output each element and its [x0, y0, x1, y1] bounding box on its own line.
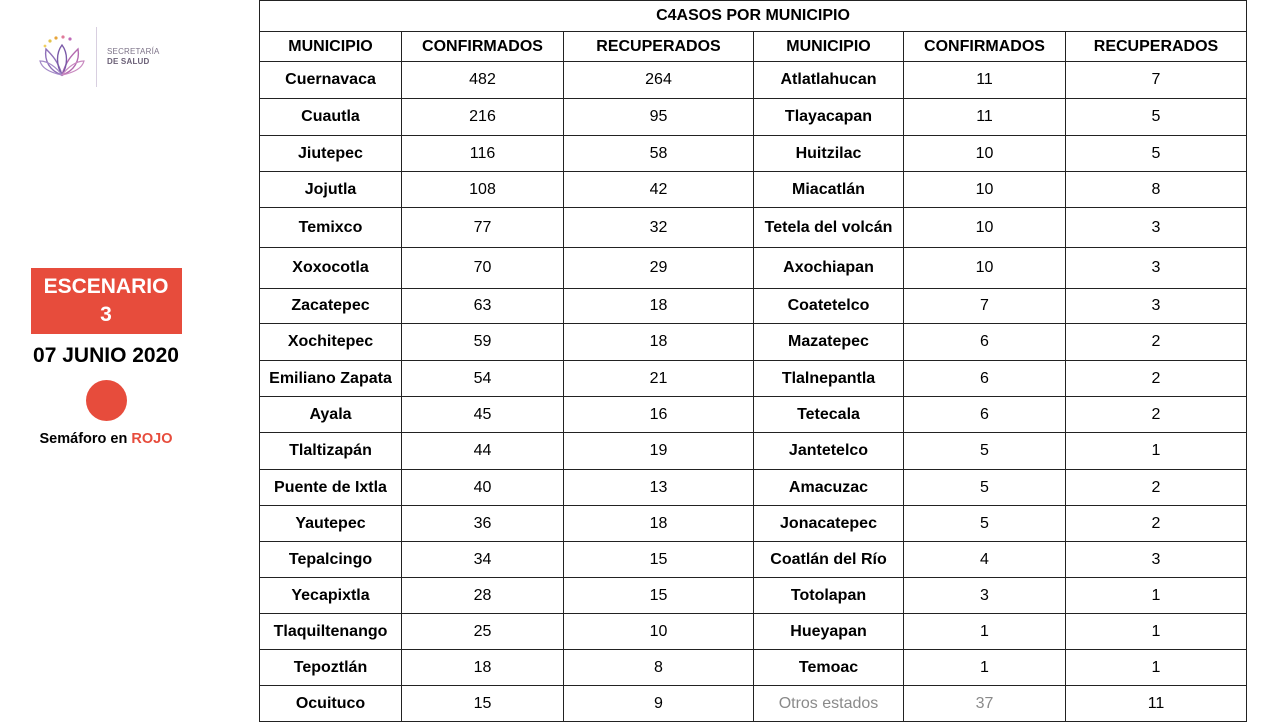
municipio-cell: Mazatepec: [754, 324, 904, 361]
semaforo-color-word: ROJO: [131, 431, 173, 447]
table-body: [260, 62, 1247, 722]
recuperados-cell: 1: [1066, 578, 1247, 614]
recuperados-cell: 10: [564, 614, 754, 650]
column-header: CONFIRMADOS: [402, 32, 564, 62]
column-header: RECUPERADOS: [564, 32, 754, 62]
recuperados-cell: 16: [564, 397, 754, 433]
table-title: C4ASOS POR MUNICIPIO: [260, 1, 1247, 32]
municipio-cell: Yecapixtla: [260, 578, 402, 614]
table-row: [260, 506, 1247, 542]
confirmados-cell: 6: [904, 397, 1066, 433]
municipio-cell: Amacuzac: [754, 470, 904, 506]
recuperados-cell: 1: [1066, 650, 1247, 686]
municipio-cell: Otros estados: [754, 686, 904, 722]
scenario-panel: [0, 268, 212, 447]
recuperados-cell: 18: [564, 324, 754, 361]
municipio-cell: Temixco: [260, 208, 402, 248]
table-row: [260, 324, 1247, 361]
recuperados-cell: 18: [564, 506, 754, 542]
recuperados-cell: 2: [1066, 506, 1247, 542]
logo-divider: [96, 27, 97, 87]
municipio-cell: Tepalcingo: [260, 542, 402, 578]
municipio-cell: Tlaltizapán: [260, 433, 402, 470]
municipio-cell: Puente de Ixtla: [260, 470, 402, 506]
recuperados-cell: 2: [1066, 324, 1247, 361]
table-row: [260, 614, 1247, 650]
secretaria-de-salud-logo: [36, 18, 216, 96]
confirmados-cell: 11: [904, 62, 1066, 99]
confirmados-cell: 11: [904, 99, 1066, 136]
confirmados-cell: 482: [402, 62, 564, 99]
confirmados-cell: 10: [904, 172, 1066, 208]
confirmados-cell: 15: [402, 686, 564, 722]
municipio-cell: Tlalnepantla: [754, 361, 904, 397]
confirmados-cell: 18: [402, 650, 564, 686]
confirmados-cell: 5: [904, 470, 1066, 506]
table-row: [260, 361, 1247, 397]
municipio-cell: Jojutla: [260, 172, 402, 208]
recuperados-cell: 58: [564, 136, 754, 172]
logo-text: [107, 47, 160, 67]
recuperados-cell: 3: [1066, 208, 1247, 248]
confirmados-cell: 25: [402, 614, 564, 650]
lotus-icon: [36, 33, 88, 81]
confirmados-cell: 116: [402, 136, 564, 172]
confirmados-cell: 44: [402, 433, 564, 470]
confirmados-cell: 5: [904, 433, 1066, 470]
confirmados-cell: 36: [402, 506, 564, 542]
recuperados-cell: 15: [564, 578, 754, 614]
municipio-cell: Tlaquiltenango: [260, 614, 402, 650]
table-header-row: [260, 32, 1247, 62]
table-row: [260, 542, 1247, 578]
recuperados-cell: 1: [1066, 614, 1247, 650]
confirmados-cell: 10: [904, 208, 1066, 248]
recuperados-cell: 7: [1066, 62, 1247, 99]
logo-line-2: DE SALUD: [107, 57, 150, 66]
confirmados-cell: 40: [402, 470, 564, 506]
municipio-cell: Tetecala: [754, 397, 904, 433]
recuperados-cell: 1: [1066, 433, 1247, 470]
recuperados-cell: 3: [1066, 289, 1247, 324]
column-header: CONFIRMADOS: [904, 32, 1066, 62]
logo-line-1: SECRETARÍA: [107, 47, 160, 56]
confirmados-cell: 63: [402, 289, 564, 324]
municipio-cell: Tlayacapan: [754, 99, 904, 136]
recuperados-cell: 18: [564, 289, 754, 324]
municipio-cell: Ocuituco: [260, 686, 402, 722]
recuperados-cell: 8: [1066, 172, 1247, 208]
report-date: 07 JUNIO 2020: [33, 344, 179, 367]
municipio-cell: Jiutepec: [260, 136, 402, 172]
semaforo-label: [40, 431, 173, 447]
municipio-cell: Hueyapan: [754, 614, 904, 650]
confirmados-cell: 7: [904, 289, 1066, 324]
confirmados-cell: 6: [904, 361, 1066, 397]
confirmados-cell: 54: [402, 361, 564, 397]
municipio-cell: Xoxocotla: [260, 248, 402, 289]
table-row: [260, 208, 1247, 248]
municipio-cell: Ayala: [260, 397, 402, 433]
confirmados-cell: 108: [402, 172, 564, 208]
recuperados-cell: 2: [1066, 470, 1247, 506]
table-row: [260, 650, 1247, 686]
municipio-cell: Huitzilac: [754, 136, 904, 172]
confirmados-cell: 6: [904, 324, 1066, 361]
recuperados-cell: 15: [564, 542, 754, 578]
recuperados-cell: 5: [1066, 136, 1247, 172]
recuperados-cell: 11: [1066, 686, 1247, 722]
confirmados-cell: 70: [402, 248, 564, 289]
municipio-cell: Xochitepec: [260, 324, 402, 361]
recuperados-cell: 32: [564, 208, 754, 248]
column-header: MUNICIPIO: [754, 32, 904, 62]
municipio-cell: Tetela del volcán: [754, 208, 904, 248]
confirmados-cell: 10: [904, 136, 1066, 172]
municipio-cell: Jantetelco: [754, 433, 904, 470]
municipio-cell: Cuautla: [260, 99, 402, 136]
recuperados-cell: 21: [564, 361, 754, 397]
column-header: MUNICIPIO: [260, 32, 402, 62]
municipio-cell: Coatlán del Río: [754, 542, 904, 578]
recuperados-cell: 19: [564, 433, 754, 470]
semaforo-prefix: Semáforo en: [39, 431, 132, 447]
table-row: [260, 62, 1247, 99]
confirmados-cell: 3: [904, 578, 1066, 614]
confirmados-cell: 10: [904, 248, 1066, 289]
recuperados-cell: 3: [1066, 248, 1247, 289]
confirmados-cell: 5: [904, 506, 1066, 542]
confirmados-cell: 216: [402, 99, 564, 136]
municipio-cell: Yautepec: [260, 506, 402, 542]
confirmados-cell: 1: [904, 650, 1066, 686]
table-row: [260, 686, 1247, 722]
confirmados-cell: 34: [402, 542, 564, 578]
recuperados-cell: 3: [1066, 542, 1247, 578]
municipio-cell: Atlatlahucan: [754, 62, 904, 99]
municipio-cell: Miacatlán: [754, 172, 904, 208]
municipio-cell: Jonacatepec: [754, 506, 904, 542]
municipio-cell: Tepoztlán: [260, 650, 402, 686]
table-row: [260, 136, 1247, 172]
cases-table: [259, 0, 1247, 722]
table-row: [260, 289, 1247, 324]
table-row: [260, 470, 1247, 506]
confirmados-cell: 1: [904, 614, 1066, 650]
recuperados-cell: 5: [1066, 99, 1247, 136]
recuperados-cell: 13: [564, 470, 754, 506]
municipio-cell: Totolapan: [754, 578, 904, 614]
municipio-cell: Coatetelco: [754, 289, 904, 324]
scenario-badge: ESCENARIO 3: [31, 268, 182, 334]
confirmados-cell: 4: [904, 542, 1066, 578]
confirmados-cell: 28: [402, 578, 564, 614]
recuperados-cell: 42: [564, 172, 754, 208]
semaforo-dot: [86, 380, 127, 421]
table-row: [260, 248, 1247, 289]
table-row: [260, 578, 1247, 614]
confirmados-cell: 77: [402, 208, 564, 248]
recuperados-cell: 9: [564, 686, 754, 722]
recuperados-cell: 2: [1066, 397, 1247, 433]
confirmados-cell: 59: [402, 324, 564, 361]
table-row: [260, 433, 1247, 470]
recuperados-cell: 95: [564, 99, 754, 136]
municipio-cell: Zacatepec: [260, 289, 402, 324]
recuperados-cell: 264: [564, 62, 754, 99]
table-row: [260, 99, 1247, 136]
column-header: RECUPERADOS: [1066, 32, 1247, 62]
municipio-cell: Emiliano Zapata: [260, 361, 402, 397]
recuperados-cell: 29: [564, 248, 754, 289]
municipio-cell: Axochiapan: [754, 248, 904, 289]
municipio-cell: Cuernavaca: [260, 62, 402, 99]
confirmados-cell: 37: [904, 686, 1066, 722]
table-row: [260, 397, 1247, 433]
recuperados-cell: 8: [564, 650, 754, 686]
recuperados-cell: 2: [1066, 361, 1247, 397]
confirmados-cell: 45: [402, 397, 564, 433]
table-row: [260, 172, 1247, 208]
municipio-cell: Temoac: [754, 650, 904, 686]
